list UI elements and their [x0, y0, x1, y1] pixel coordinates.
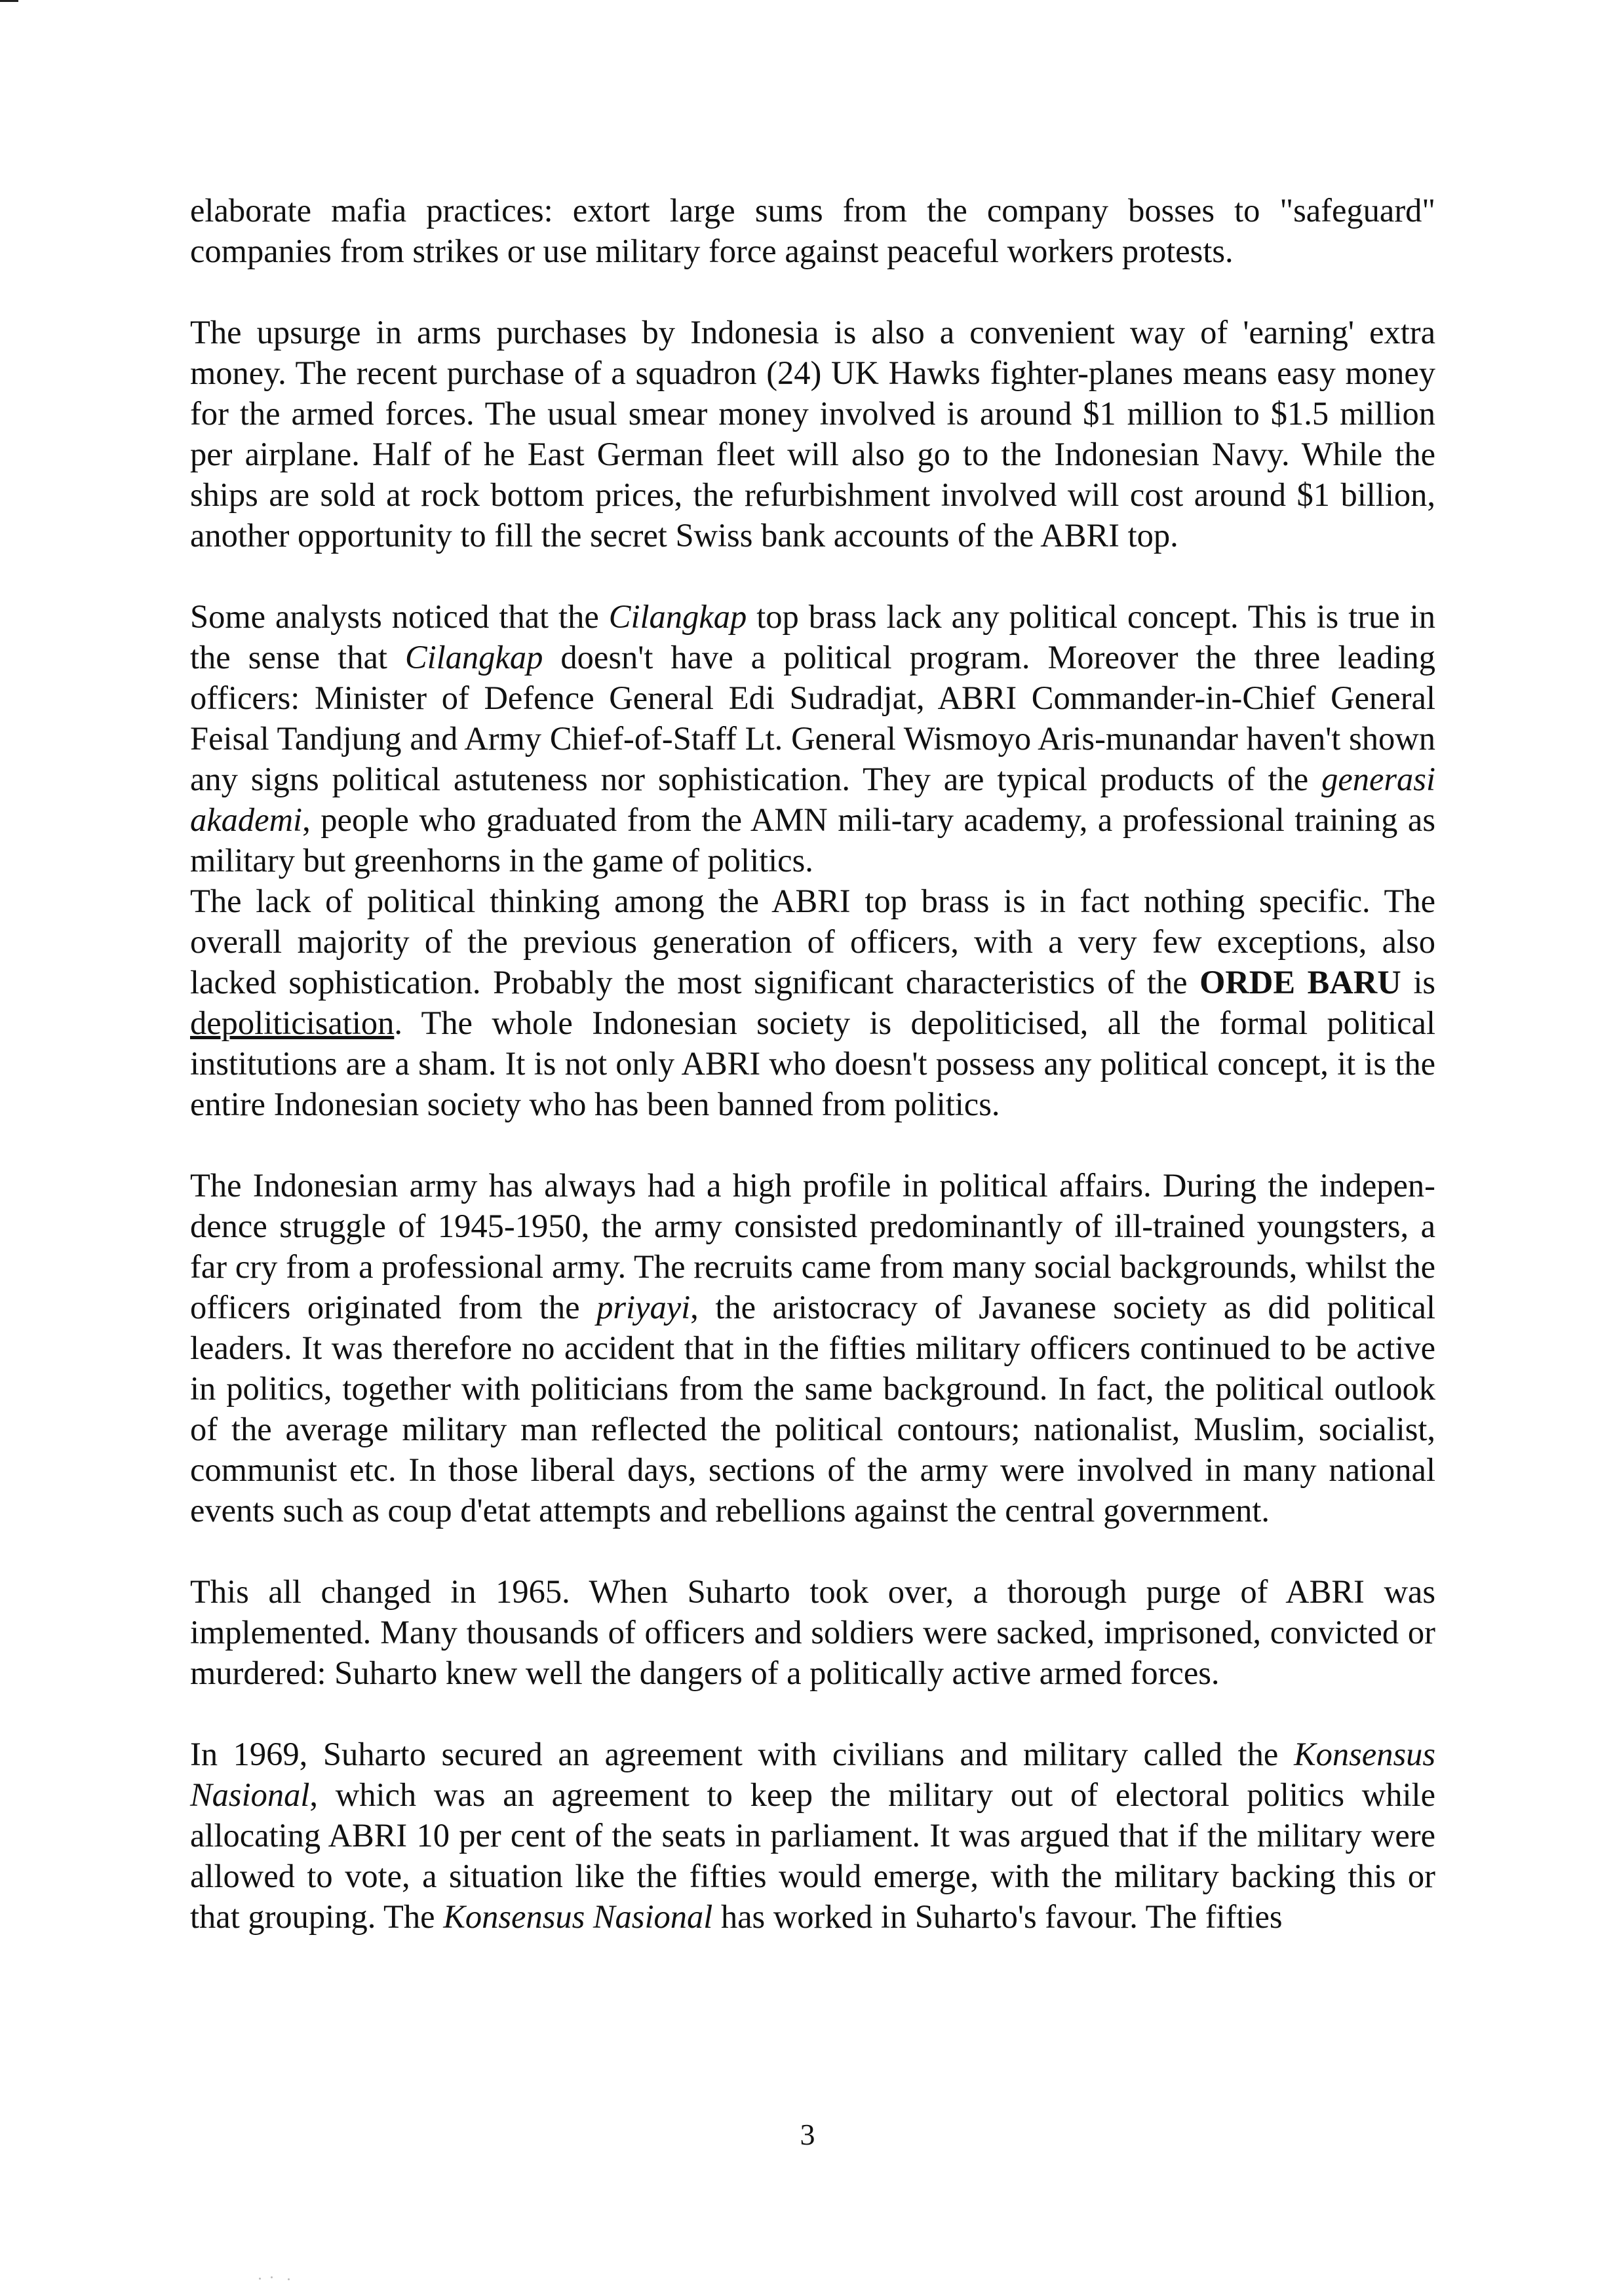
paragraph-6 [190, 1571, 1435, 1693]
paragraph-5-seg-1: The Indonesian army has always had a high profile in political affairs. During the indepen-dence struggle of 1945-1950, the army consisted predominantly of ill-trained youngsters, a far cry from a professional army. The recruits came from many social backgrounds, whilst the officers originated from the [190, 1167, 1435, 1326]
paragraph-2 [190, 312, 1435, 556]
paragraph-3-cilangkap-2: Cilangkap [404, 639, 543, 676]
paragraph-3-cilangkap-1: Cilangkap [608, 598, 747, 635]
paragraph-3 [190, 596, 1435, 881]
paragraph-5-priyayi: priyayi [596, 1289, 691, 1326]
paragraph-3-seg-3: top brass lack any political concept. This is true in the sense that [190, 598, 1435, 676]
paragraph-4-orde-baru: ORDE BARU [1199, 964, 1401, 1001]
scan-edge-mark [0, 0, 18, 2]
paragraph-3-seg-1: Some analysts noticed that the [190, 598, 609, 635]
paragraph-6-text: This all changed in 1965. When Suharto took over, a thorough purge of ABRI was implemented. Many thousands of officers and soldiers were sacked, imprisoned, convicted or murdered: Suharto knew well the dangers of a politically active armed forces. [190, 1573, 1435, 1691]
paragraph-7-konsensus-nasional-2: Konsensus Nasional [443, 1898, 713, 1935]
scan-speck [288, 2278, 290, 2280]
paragraph-5 [190, 1165, 1435, 1531]
paragraph-5-seg-3: , the aristocracy of Javanese society as did political leaders. It was therefore no accident that in the fifties military officers continued to be active in politics, together with politicians from the same background. In fact, the political outlook of the average military man reflected the political contours; nationalist, Muslim, socialist, communist etc. In those liberal days, sections of the army were involved in many national events such as coup d'etat attempts and rebellions against the central government. [190, 1289, 1435, 1529]
paragraph-7-konsensus-nasional-1: Konsensus Nasional [190, 1736, 1435, 1813]
paragraph-4-seg-1: The lack of political thinking among the ABRI top brass is in fact nothing specific. The overall majority of the previous generation of officers, with a very few exceptions, also lacked sophistication. Probably the most significant characteristics of the [190, 883, 1435, 1001]
paragraph-7 [190, 1734, 1435, 1937]
paragraph-1 [190, 190, 1435, 271]
scan-speck [259, 2278, 261, 2280]
paragraph-3-generasi-akademi: generasi akademi [190, 761, 1435, 838]
paragraph-2-text: The upsurge in arms purchases by Indonesia is also a convenient way of 'earning' extra money. The recent purchase of a squadron (24) UK Hawks fighter-planes means easy money for the armed forces. The usual smear money involved is around $1 million to $1.5 million per airplane. Half of he East German fleet will also go to the Indonesian Navy. While the ships are sold at rock bottom prices, the refurbishment involved will cost around $1 billion, another opportunity to fill the secret Swiss bank accounts of the ABRI top. [190, 314, 1435, 554]
scan-specks [259, 2275, 311, 2282]
paragraph-3-seg-7: , people who graduated from the AMN mili-tary academy, a professional training as military but greenhorns in the game of politics. [190, 801, 1435, 879]
page-number: 3 [800, 2118, 815, 2151]
paragraph-7-seg-5: has worked in Suharto's favour. The fifties [712, 1898, 1283, 1935]
paragraph-4-seg-3: is [1401, 964, 1435, 1001]
paragraph-1-text: elaborate mafia practices: extort large sums from the company bosses to "safeguard" companies from strikes or use military force against peaceful workers protests. [190, 192, 1435, 269]
paragraph-3-seg-5: doesn't have a political program. Moreover the three leading officers: Minister of Defence General Edi Sudradjat, ABRI Commander-in-Chief General Feisal Tandjung and Army Chief-of-Staff Lt. General Wismoyo Aris-munandar haven't shown any signs political astuteness nor sophistication. They are typical products of the [190, 639, 1435, 797]
scan-speck [271, 2276, 273, 2278]
paragraph-4 [190, 881, 1435, 1124]
paragraph-4-depoliticisation: depoliticisation [190, 1004, 395, 1041]
paragraph-7-seg-3: , which was an agreement to keep the military out of electoral politics while allocating ABRI 10 per cent of the seats in parliament. It was argued that if the military were allowed to vote, a situation like the fifties would emerge, with the military backing this or that grouping. The [190, 1776, 1435, 1935]
paragraph-4-seg-5: . The whole Indonesian society is depoliticised, all the formal political institutions are a sham. It is not only ABRI who doesn't possess any political concept, it is the entire Indonesian society who has been banned from politics. [190, 1004, 1435, 1122]
paragraph-7-seg-1: In 1969, Suharto secured an agreement with civilians and military called the [190, 1736, 1294, 1772]
body-text [190, 190, 1435, 1937]
